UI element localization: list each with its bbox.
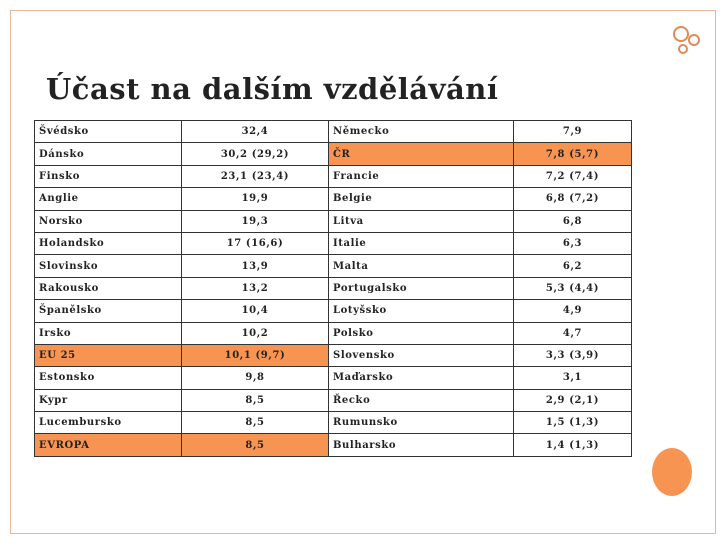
- value-cell: 9,8: [182, 367, 329, 389]
- country-cell: Bulharsko: [329, 434, 514, 456]
- value-cell: 1,4 (1,3): [514, 434, 632, 456]
- value-cell: 8,5: [182, 389, 329, 411]
- country-cell: Finsko: [35, 165, 182, 187]
- country-cell: Norsko: [35, 210, 182, 232]
- value-cell: 13,9: [182, 255, 329, 277]
- value-cell: 10,4: [182, 300, 329, 322]
- value-cell: 19,3: [182, 210, 329, 232]
- value-cell: 3,3 (3,9): [514, 344, 632, 366]
- country-cell: Maďarsko: [329, 367, 514, 389]
- value-cell: 6,8: [514, 210, 632, 232]
- table-row: [35, 344, 632, 366]
- country-cell: Slovinsko: [35, 255, 182, 277]
- table-row: [35, 255, 632, 277]
- table-row: [35, 412, 632, 434]
- value-cell: 2,9 (2,1): [514, 389, 632, 411]
- country-cell: EVROPA: [35, 434, 182, 456]
- table-row: [35, 300, 632, 322]
- value-cell: 1,5 (1,3): [514, 412, 632, 434]
- country-cell: Švédsko: [35, 121, 182, 143]
- value-cell: 8,5: [182, 412, 329, 434]
- table-row: [35, 322, 632, 344]
- decorative-circle: [678, 44, 688, 54]
- country-cell: Slovensko: [329, 344, 514, 366]
- country-cell: Holandsko: [35, 232, 182, 254]
- country-cell: Polsko: [329, 322, 514, 344]
- country-cell: Lucembursko: [35, 412, 182, 434]
- value-cell: 17 (16,6): [182, 232, 329, 254]
- participation-table: [34, 120, 632, 457]
- table-row: [35, 121, 632, 143]
- table-row: [35, 367, 632, 389]
- table-row: [35, 232, 632, 254]
- country-cell: ČR: [329, 143, 514, 165]
- value-cell: 3,1: [514, 367, 632, 389]
- decorative-circle: [688, 34, 700, 46]
- country-cell: Řecko: [329, 389, 514, 411]
- table-row: [35, 210, 632, 232]
- country-cell: Irsko: [35, 322, 182, 344]
- value-cell: 30,2 (29,2): [182, 143, 329, 165]
- value-cell: 7,9: [514, 121, 632, 143]
- table-row: [35, 434, 632, 456]
- value-cell: 8,5: [182, 434, 329, 456]
- value-cell: 4,9: [514, 300, 632, 322]
- value-cell: 19,9: [182, 188, 329, 210]
- value-cell: 5,3 (4,4): [514, 277, 632, 299]
- value-cell: 10,2: [182, 322, 329, 344]
- country-cell: Francie: [329, 165, 514, 187]
- country-cell: Anglie: [35, 188, 182, 210]
- decorative-orange-circle: [652, 448, 692, 496]
- country-cell: Rakousko: [35, 277, 182, 299]
- table-row: [35, 188, 632, 210]
- value-cell: 7,2 (7,4): [514, 165, 632, 187]
- value-cell: 10,1 (9,7): [182, 344, 329, 366]
- country-cell: Německo: [329, 121, 514, 143]
- value-cell: 6,8 (7,2): [514, 188, 632, 210]
- decorative-circle: [673, 26, 689, 42]
- value-cell: 6,2: [514, 255, 632, 277]
- country-cell: Kypr: [35, 389, 182, 411]
- value-cell: 32,4: [182, 121, 329, 143]
- table-row: [35, 277, 632, 299]
- table-row: [35, 165, 632, 187]
- country-cell: EU 25: [35, 344, 182, 366]
- country-cell: Belgie: [329, 188, 514, 210]
- value-cell: 6,3: [514, 232, 632, 254]
- value-cell: 7,8 (5,7): [514, 143, 632, 165]
- table-row: [35, 143, 632, 165]
- country-cell: Malta: [329, 255, 514, 277]
- value-cell: 23,1 (23,4): [182, 165, 329, 187]
- country-cell: Rumunsko: [329, 412, 514, 434]
- country-cell: Dánsko: [35, 143, 182, 165]
- country-cell: Lotyšsko: [329, 300, 514, 322]
- country-cell: Litva: [329, 210, 514, 232]
- country-cell: Portugalsko: [329, 277, 514, 299]
- country-cell: Španělsko: [35, 300, 182, 322]
- country-cell: Italie: [329, 232, 514, 254]
- value-cell: 13,2: [182, 277, 329, 299]
- country-cell: Estonsko: [35, 367, 182, 389]
- slide-title: Účast na dalším vzdělávání: [46, 72, 499, 106]
- table-row: [35, 389, 632, 411]
- value-cell: 4,7: [514, 322, 632, 344]
- table-body: [35, 121, 632, 457]
